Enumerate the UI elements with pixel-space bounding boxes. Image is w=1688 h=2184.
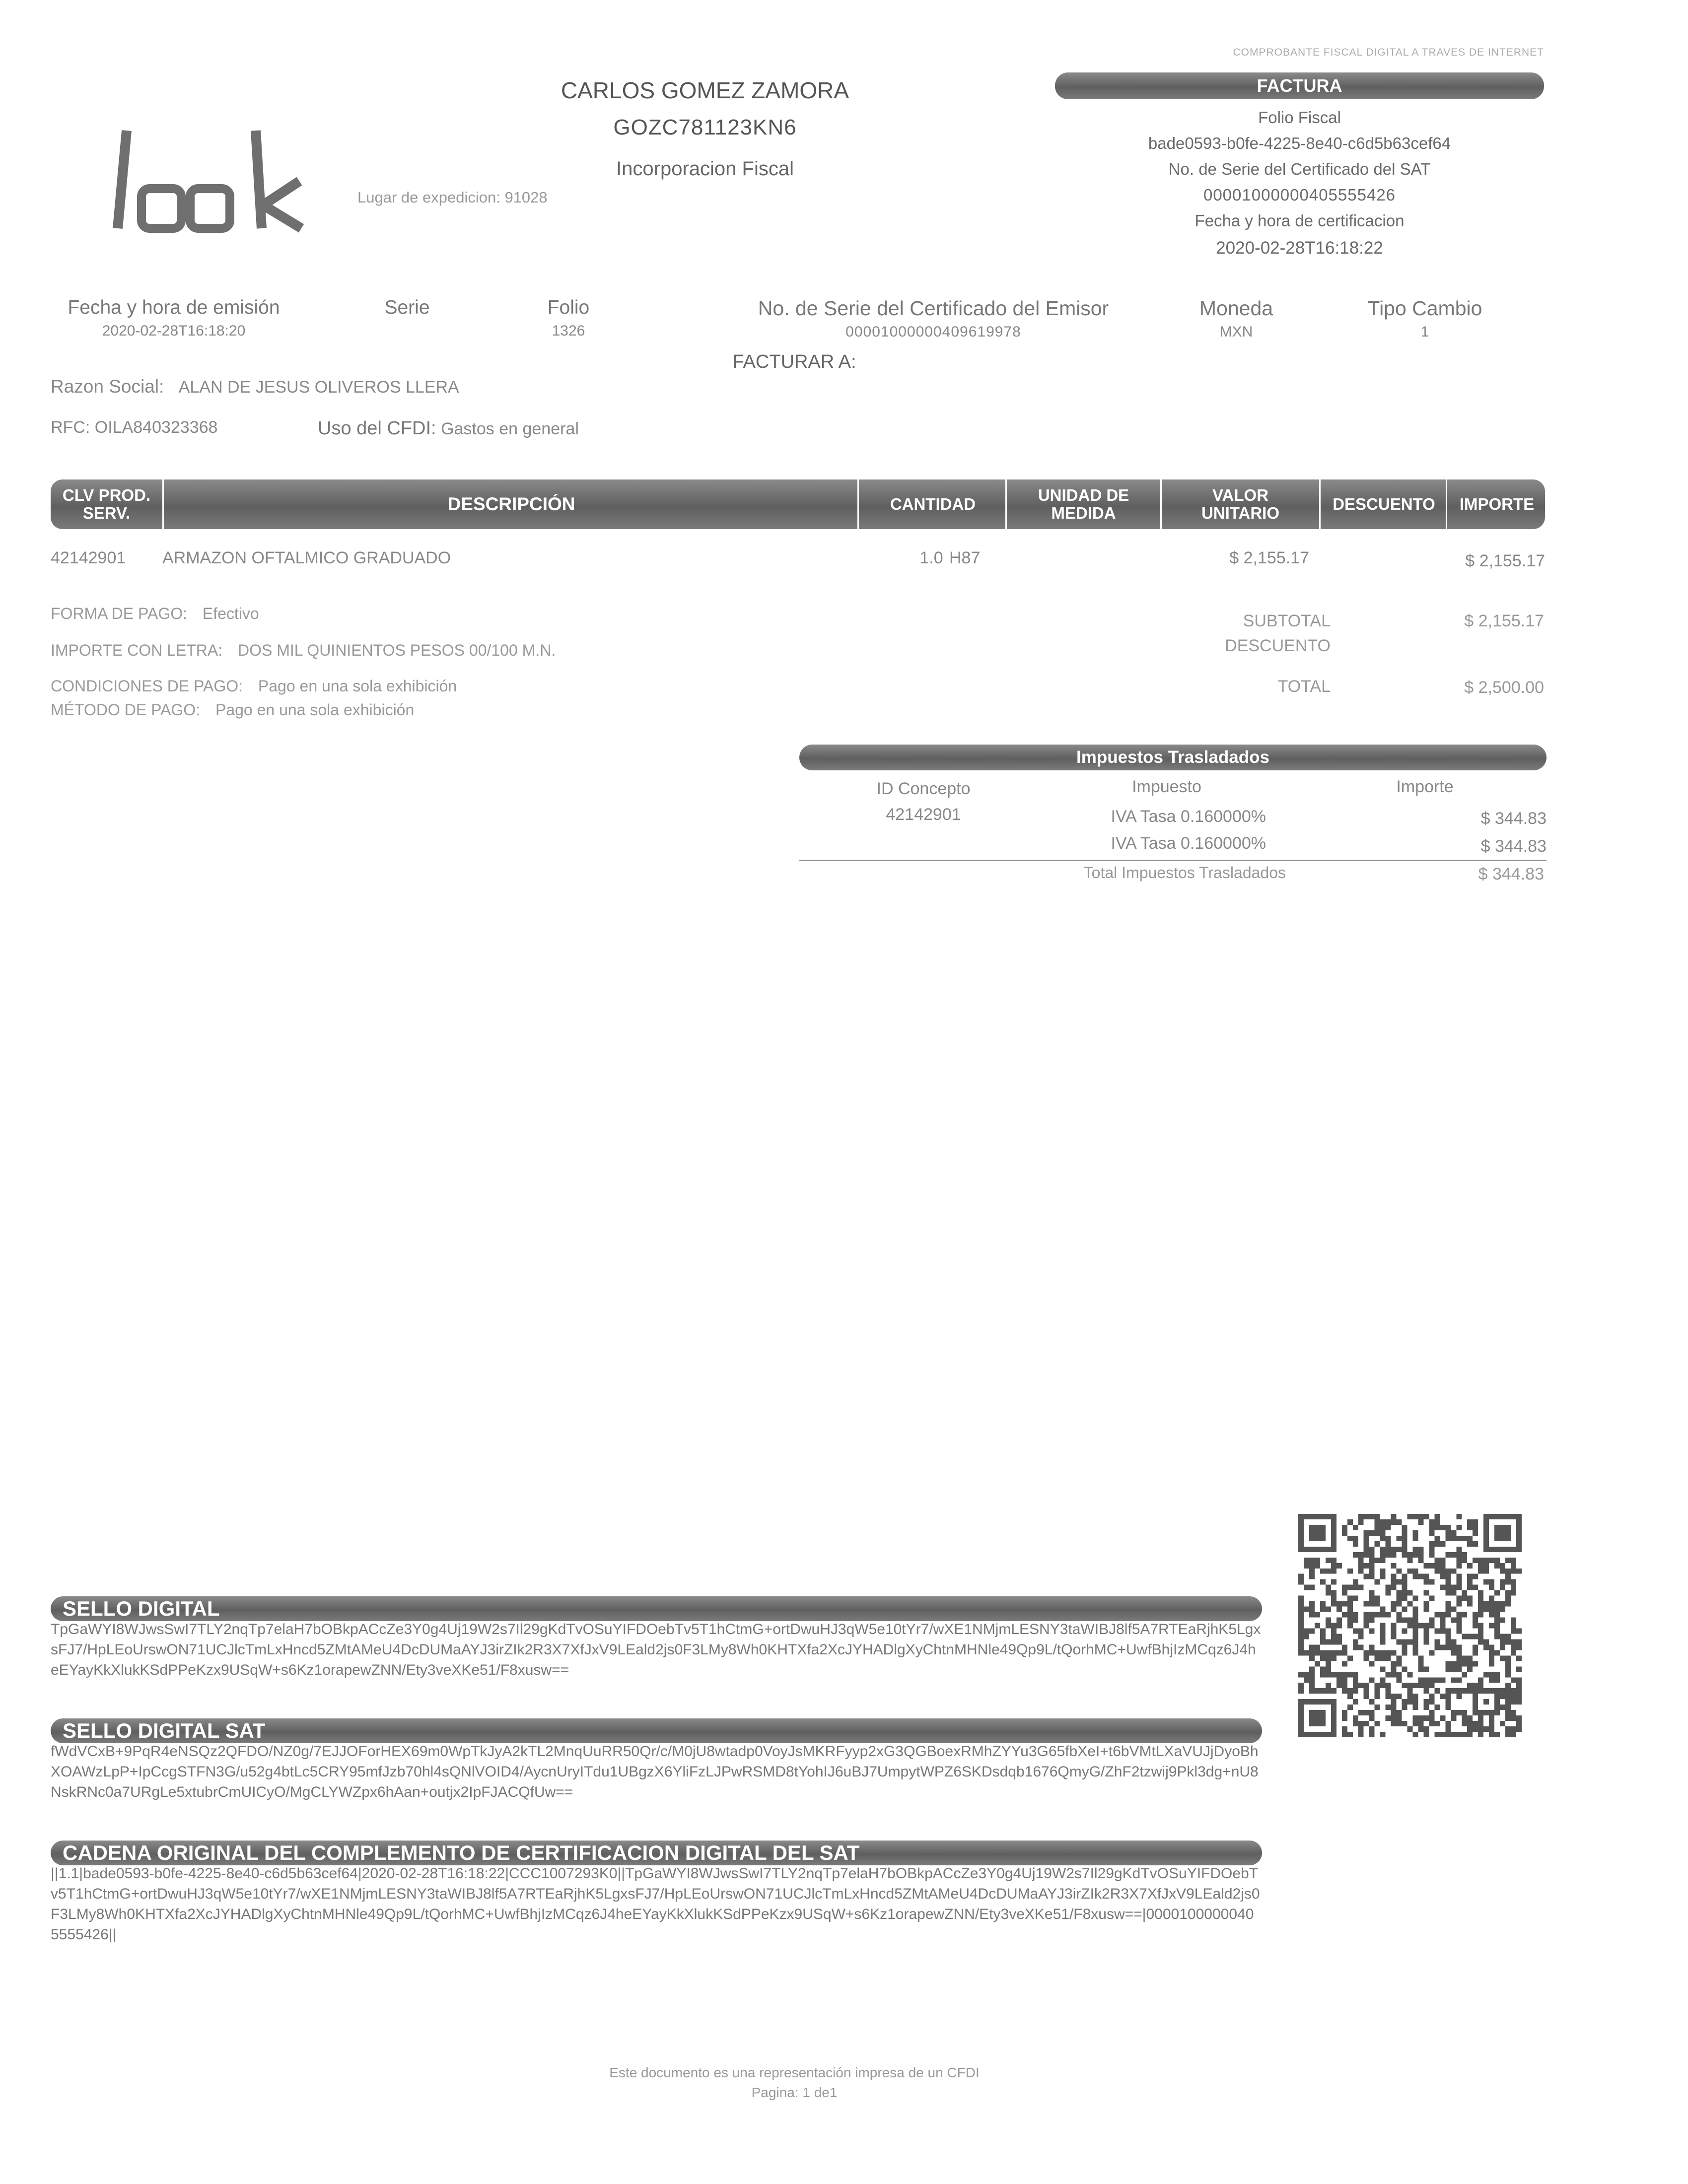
razon-social — [51, 376, 459, 397]
uso-cfdi — [318, 418, 579, 439]
client-rfc-value: OILA840323368 — [94, 418, 218, 437]
sello-digital-title: SELLO DIGITAL — [51, 1596, 1262, 1621]
row-amount: $ 2,155.17 — [1465, 551, 1545, 570]
tax-row-amount: $ 344.83 — [1480, 837, 1547, 856]
exchange-value: 1 — [1420, 324, 1429, 340]
row-unit: H87 — [949, 548, 981, 567]
tax-col-amount: Importe — [1396, 777, 1454, 796]
expedition-place — [357, 189, 548, 206]
currency-value: MXN — [1219, 324, 1253, 340]
discount-label: DESCUENTO — [1225, 636, 1331, 655]
company-logo — [107, 127, 310, 236]
emitter-regime: Incorporacion Fiscal — [616, 158, 794, 180]
col-desc: DESCRIPCIÓN — [162, 479, 859, 529]
cadena-title: CADENA ORIGINAL DEL COMPLEMENTO DE CERTIFICACION DIGITAL DEL SAT — [51, 1841, 1262, 1865]
currency-label: Moneda — [1199, 297, 1273, 320]
tax-row-concept: 42142901 — [886, 805, 961, 824]
folio-value: 1326 — [552, 323, 585, 339]
qr-code — [1298, 1514, 1522, 1737]
tax-col-tax: Impuesto — [1132, 777, 1201, 796]
footer-page: Pagina: 1 de1 — [751, 2085, 838, 2100]
col-unit: UNIDAD DE MEDIDA — [1005, 479, 1160, 529]
sat-serial-label: No. de Serie del Certificado del SAT — [1168, 160, 1431, 178]
col-clv: CLV PROD. SERV. — [62, 486, 151, 522]
importe-letra — [51, 641, 556, 660]
col-amount: IMPORTE — [1446, 479, 1545, 529]
row-clv: 42142901 — [51, 548, 126, 567]
emitter-name: CARLOS GOMEZ ZAMORA — [561, 77, 849, 103]
col-qty: CANTIDAD — [857, 479, 1007, 529]
forma-pago — [51, 605, 259, 623]
importe-letra-label: IMPORTE CON LETRA: — [51, 641, 223, 659]
bill-to-heading: FACTURAR A: — [732, 351, 856, 372]
sello-sat-title: SELLO DIGITAL SAT — [51, 1718, 1262, 1743]
cadena-text: ||1.1|bade0593-b0fe-4225-8e40-c6d5b63cef64|2020-02-28T16:18:22|CCC1007293K0||TpGaWYI8WJwsSwI7TLY2nqTp7elaH7bOBkpACcZe3Y0g4Uj19W2s7Il29gKdTvOSuYIFDOebTv5T1hCtmG+ortDwuHJ3qW5e10tYr7/wXE1NMjmLESNY3taWIBJ8lf5A7RTEaRjhK5LgxsFJ7/HpLEoUrswON71UCJlcTmLxHncd5ZMtAMeU4DcDUMaAYJ3irZIk2R3X7XfJxV9LEald2js0F3LMy8Wh0KHTXfa2XcJYHADlgXyChtnMHNle49Qp9L/tQorhMC+UwfBhjIzMCqz6J4heEYayKkXlukKSdPPeKzx9USqW+s6Kz1orapewZNN/Ety3veXKe51/F8xusw==|00001000000405555426|| — [51, 1865, 1260, 1943]
client-rfc — [51, 418, 217, 437]
subtotal-value: $ 2,155.17 — [1464, 612, 1544, 630]
tax-col-concept: ID Concepto — [876, 779, 971, 798]
folio-label: Folio — [547, 297, 590, 318]
tax-row-amount: $ 344.83 — [1480, 809, 1547, 828]
sello-digital-text: TpGaWYI8WJwsSwI7TLY2nqTp7elaH7bOBkpACcZe3Y0g4Uj19W2s7Il29gKdTvOSuYIFDOebTv5T1hCtmG+ortDwuHJ3qW5e10tYr7/wXE1NMjmLESNY3taWIBJ8lf5A7RTEaRjhK5LgxsFJ7/HpLEoUrswON71UCJlcTmLxHncd5ZMtAMeU4DcDUMaAYJ3irZIk2R3X7XfJxV9LEald2js0F3LMy8Wh0KHTXfa2XcJYHADlgXyChtnMHNle49Qp9L/tQorhMC+UwfBhjIzMCqz6J4heEYayKkXlukKSdPPeKzx9USqW+s6Kz1orapewZNN/Ety3veXKe51/F8xusw== — [51, 1621, 1261, 1678]
metodo-pago — [51, 701, 414, 719]
expedition-place-value: 91028 — [504, 189, 548, 206]
taxes-title: Impuestos Trasladados — [799, 745, 1547, 770]
subtotal-label: SUBTOTAL — [1243, 612, 1331, 630]
client-rfc-label: RFC: — [51, 418, 90, 437]
emission-label: Fecha y hora de emisión — [68, 297, 280, 318]
folio-fiscal-value: bade0593-b0fe-4225-8e40-c6d5b63cef64 — [1148, 134, 1451, 152]
uso-cfdi-label: Uso del CFDI: — [318, 418, 436, 439]
cert-date-label: Fecha y hora de certificacion — [1195, 211, 1405, 230]
uso-cfdi-value: Gastos en general — [441, 419, 579, 438]
tax-row — [799, 834, 1547, 859]
cfdi-caption: COMPROBANTE FISCAL DIGITAL A TRAVES DE INTERNET — [1233, 47, 1544, 58]
row-price: $ 2,155.17 — [1229, 548, 1309, 567]
sat-serial-value: 00001000000405555426 — [1203, 186, 1396, 204]
expedition-place-label: Lugar de expedicion: — [357, 189, 500, 206]
col-discount: DESCUENTO — [1319, 479, 1447, 529]
exchange-label: Tipo Cambio — [1367, 297, 1482, 320]
cert-emitter-value: 00001000000409619978 — [845, 324, 1021, 340]
tax-row-tax: IVA Tasa 0.160000% — [1111, 807, 1266, 826]
serie-label: Serie — [384, 297, 430, 318]
total-label: TOTAL — [1277, 677, 1331, 696]
table-row — [51, 548, 1545, 573]
invoice-title: FACTURA — [1055, 72, 1544, 99]
condiciones-pago-value: Pago en una sola exhibición — [258, 677, 457, 695]
folio-fiscal-label: Folio Fiscal — [1258, 108, 1341, 127]
metodo-pago-label: MÉTODO DE PAGO: — [51, 701, 201, 719]
condiciones-pago — [51, 677, 457, 695]
items-table-header — [51, 479, 1545, 529]
col-price: VALOR UNITARIO — [1160, 479, 1319, 529]
tax-row — [799, 805, 1547, 830]
row-desc: ARMAZON OFTALMICO GRADUADO — [162, 548, 451, 567]
total-value: $ 2,500.00 — [1464, 678, 1544, 697]
look-logo-icon — [107, 127, 310, 236]
emission-value: 2020-02-28T16:18:20 — [102, 323, 246, 339]
tax-total-value: $ 344.83 — [1478, 865, 1544, 884]
forma-pago-label: FORMA DE PAGO: — [51, 605, 187, 622]
metodo-pago-value: Pago en una sola exhibición — [215, 701, 415, 719]
forma-pago-value: Efectivo — [202, 605, 259, 622]
cert-date-value: 2020-02-28T16:18:22 — [1216, 238, 1383, 258]
condiciones-pago-label: CONDICIONES DE PAGO: — [51, 677, 243, 695]
tax-total-label: Total Impuestos Trasladados — [1083, 864, 1286, 882]
qr-code-icon — [1298, 1514, 1522, 1737]
row-qty: 1.0 — [919, 548, 943, 567]
razon-social-value: ALAN DE JESUS OLIVEROS LLERA — [178, 378, 459, 397]
footer-note: Este documento es una representación impresa de un CFDI — [609, 2065, 980, 2080]
emitter-rfc: GOZC781123KN6 — [613, 115, 797, 139]
sello-sat-text: fWdVCxB+9PqR4eNSQz2QFDO/NZ0g/7EJJOForHEX69m0WpTkJyA2kTL2MnqUuRR50Qr/c/M0jU8wtadp0VoyJsMKRFyyp2xG3QGBoexRMhZYYu3G65fbXeI+t6bVMtLXaVUJjDyoBhXOAWzLpP+IpCcgSTFN3G/u52g4btLc5CRY95mfJzb70hl4sQNlVOID4/AycnUryITdu1UBgzX6YliFzLJPwRSMD8tYohIJ6uBJ7UmpytWPZ6SKDsdqb1676QmyG/ZhF2tzwij9Pkl3dg+nU8NskRNc0a7URgLe5xtubrCmUICyO/MgCLYWZpx6hAan+outjx2IpFJACQfUw== — [51, 1743, 1259, 1800]
tax-divider — [799, 860, 1547, 861]
tax-row-tax: IVA Tasa 0.160000% — [1111, 834, 1266, 853]
cert-emitter-label: No. de Serie del Certificado del Emisor — [758, 297, 1109, 320]
importe-letra-value: DOS MIL QUINIENTOS PESOS 00/100 M.N. — [238, 641, 556, 659]
razon-social-label: Razon Social: — [51, 376, 164, 397]
